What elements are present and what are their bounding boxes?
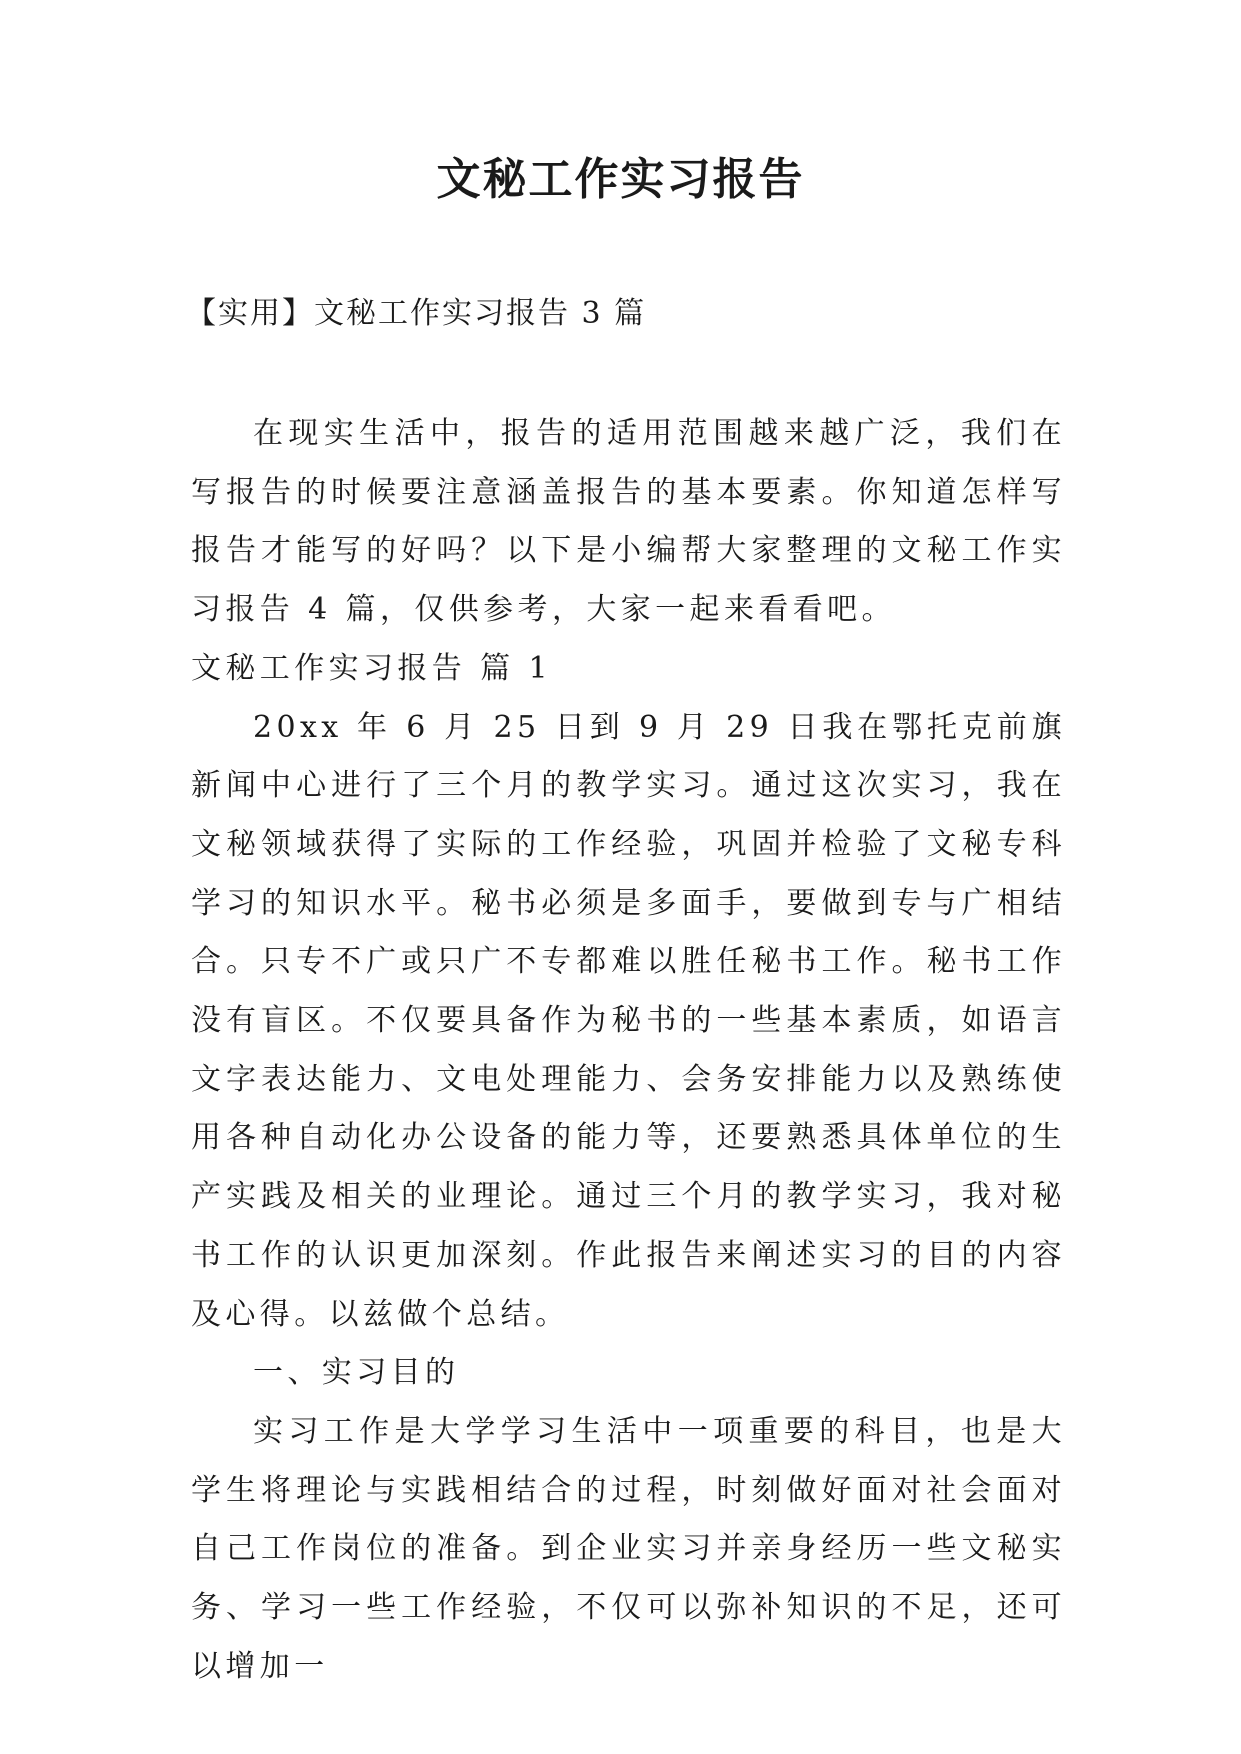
document-title: 文秘工作实习报告 bbox=[436, 154, 805, 205]
document-subtitle: 【实用】文秘工作实习报告 3 篇 bbox=[186, 296, 647, 331]
intro-paragraph: 在现实生活中，报告的适用范围越来越广泛，我们在写报告的时候要注意涵盖报告的基本要素。你知道怎样写报告才能写的好吗？以下是小编帮大家整理的文秘工作实习报告 4 篇，仅供参考，大家一起来看看吧。 bbox=[191, 416, 1066, 628]
body-paragraph: 20xx 年 6 月 25 日到 9 月 29 日我在鄂托克前旗新闻中心进行了三个月的教学实习。通过这次实习，我在文秘领域获得了实际的工作经验，巩固并检验了文秘专科学习的知识水平。秘书必须是多面手，要做到专与广相结合。只专不广或只广不专都难以胜任秘书工作。秘书工作没有盲区。不仅要具备作为秘书的一些基本素质，如语言文字表达能力、文电处理能力、会务安排能力以及熟练使用各种自动化办公设备的能力等，还要熟悉具体单位的生产实践及相关的业理论。通过三个月的教学实习，我对秘书工作的认识更加深刻。作此报告来阐述实习的目的内容及心得。以兹做个总结。 bbox=[191, 709, 1066, 1332]
section-heading-purpose: 一、实习目的 bbox=[253, 1355, 460, 1391]
document-body bbox=[191, 405, 1066, 1696]
body-paragraph: 实习工作是大学学习生活中一项重要的科目，也是大学生将理论与实践相结合的过程，时刻做好面对社会面对自己工作岗位的准备。到企业实习并亲身经历一些文秘实务、学习一些工作经验，不仅可以弥补知识的不足，还可以增加一 bbox=[191, 1413, 1066, 1684]
section-heading-part-1: 文秘工作实习报告 篇 1 bbox=[191, 650, 552, 686]
